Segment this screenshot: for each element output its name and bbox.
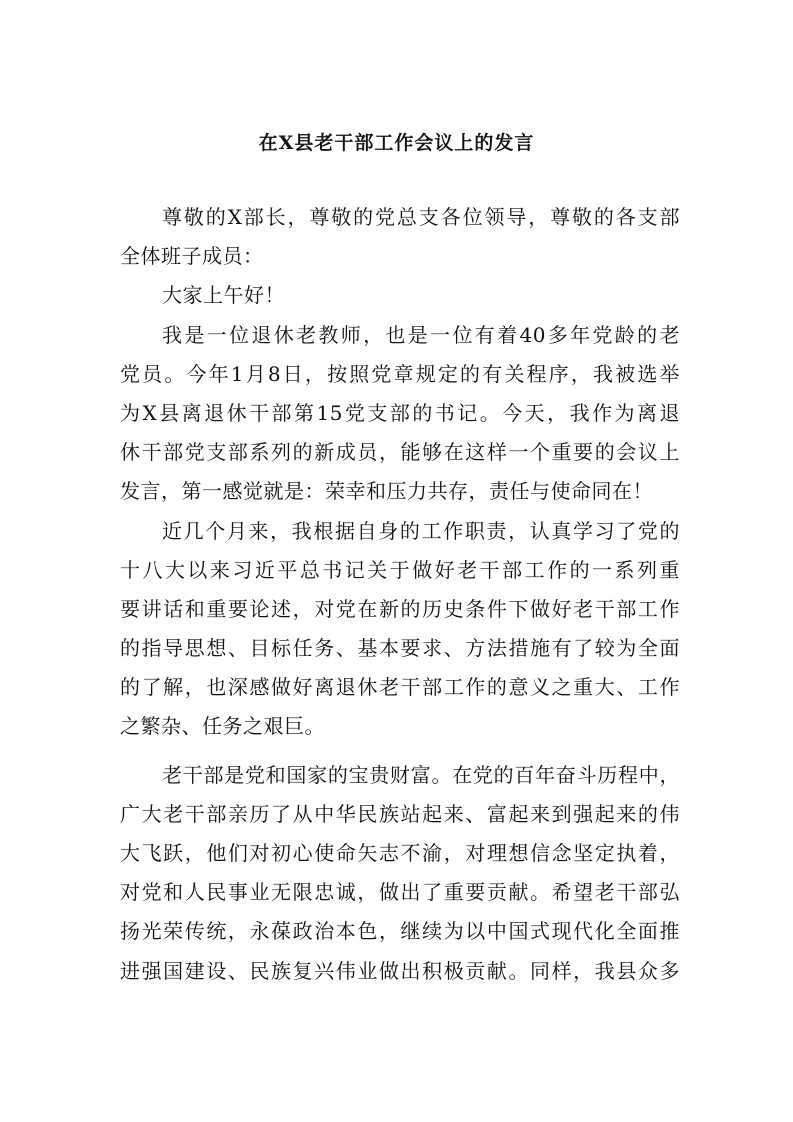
paragraph-line: 党员。今年1月8日，按照党章规定的有关程序，我被选举 — [120, 361, 680, 386]
paragraph-line: 扬光荣传统，永葆政治本色，继续为以中国式现代化全面推 — [120, 919, 680, 944]
paragraph-line: 全体班子成员： — [120, 244, 264, 269]
paragraph-line: 尊敬的X部长，尊敬的党总支各位领导，尊敬的各支部 — [162, 205, 680, 229]
paragraph-line: 大家上午好！ — [162, 283, 285, 308]
paragraph-line: 要讲话和重要论述，对党在新的历史条件下做好老干部工作 — [120, 596, 680, 621]
paragraph-line: 发言，第一感觉就是：荣幸和压力共存，责任与使命同在！ — [120, 479, 653, 504]
paragraph-line: 为X县离退休干部第15党支部的书记。今天，我作为离退 — [120, 400, 680, 425]
paragraph-line: 的指导思想、目标任务、基本要求、方法措施有了较为全面 — [120, 636, 680, 661]
paragraph-line: 近几个月来，我根据自身的工作职责，认真学习了党的 — [162, 518, 680, 543]
paragraph-line: 大飞跃，他们对初心使命矢志不渝，对理想信念坚定执着， — [120, 841, 680, 865]
paragraph-line: 休干部党支部系列的新成员，能够在这样一个重要的会议上 — [120, 440, 680, 465]
paragraph-gap — [120, 747, 680, 756]
paragraph-line: 之繁杂、任务之艰巨。 — [120, 714, 325, 739]
paragraph-line: 十八大以来习近平总书记关于做好老干部工作的一系列重 — [120, 557, 680, 582]
paragraph-line: 对党和人民事业无限忠诚，做出了重要贡献。希望老干部弘 — [120, 880, 680, 905]
document-body — [120, 198, 680, 991]
paragraph-line: 我是一位退休老教师，也是一位有着40多年党龄的老 — [162, 322, 680, 347]
paragraph-line: 的了解，也深感做好离退休老干部工作的意义之重大、工作 — [120, 675, 680, 700]
paragraph-line: 进强国建设、民族复兴伟业做出积极贡献。同样，我县众多 — [120, 958, 680, 983]
paragraph-line: 老干部是党和国家的宝贵财富。在党的百年奋斗历程中， — [162, 762, 680, 787]
paragraph-line: 广大老干部亲历了从中华民族站起来、富起来到强起来的伟 — [120, 801, 680, 826]
document-title: 在X县老干部工作会议上的发言 — [258, 132, 535, 154]
